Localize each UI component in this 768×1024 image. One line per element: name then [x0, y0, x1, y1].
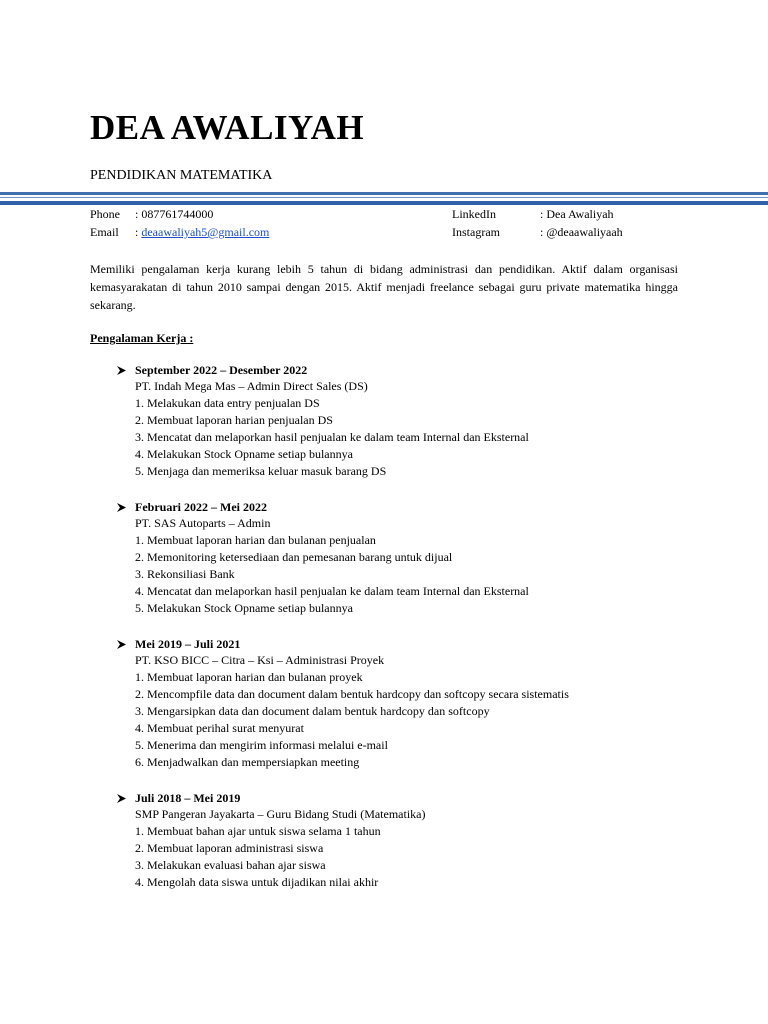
experience-duty: 2. Mencompfile data dan document dalam bentuk hardcopy dan softcopy secara sistematis: [135, 687, 569, 701]
phone-value: : 087761744000: [135, 207, 214, 221]
experience-section-title: Pengalaman Kerja :: [90, 331, 194, 345]
instagram-value: : @deaawaliyaah: [540, 225, 623, 239]
experience-company: PT. KSO BICC – Citra – Ksi – Administrasi Proyek: [135, 653, 385, 667]
experience-duty: 2. Memonitoring ketersediaan dan pemesanan barang untuk dijual: [135, 550, 453, 564]
experience-duty: 1. Membuat laporan harian dan bulanan penjualan: [135, 533, 376, 547]
experience-duty: 4. Mengolah data siswa untuk dijadikan nilai akhir: [135, 875, 379, 889]
email-label: Email: [90, 225, 119, 239]
experience-period: Februari 2022 – Mei 2022: [135, 500, 267, 514]
experience-period: September 2022 – Desember 2022: [135, 363, 308, 377]
experience-duty: 1. Membuat bahan ajar untuk siswa selama 1 tahun: [135, 824, 381, 838]
header-divider-middle: [0, 197, 768, 198]
experience-duty: 6. Menjadwalkan dan mempersiapkan meeting: [135, 755, 360, 769]
email-prefix: :: [135, 225, 142, 239]
experience-company: SMP Pangeran Jayakarta – Guru Bidang Studi (Matematika): [135, 807, 426, 821]
linkedin-row: [452, 206, 712, 222]
instagram-label: Instagram: [452, 225, 500, 239]
experience-company: PT. Indah Mega Mas – Admin Direct Sales (DS): [135, 379, 368, 393]
arrow-bullet-icon: [116, 362, 128, 378]
experience-company: PT. SAS Autoparts – Admin: [135, 516, 271, 530]
experience-duty: 5. Menjaga dan memeriksa keluar masuk barang DS: [135, 464, 387, 478]
profile-summary: Memiliki pengalaman kerja kurang lebih 5 tahun di bidang administrasi dan pendidikan. Aktif dalam organisasi kemasyarakatan di tahun 2010 sampai dengan 2015. Aktif menjadi freelance sebagai guru private matematika hingga sekarang.: [90, 262, 678, 312]
email-value-wrap: [135, 224, 269, 240]
experience-duty: 3. Mencatat dan melaporkan hasil penjualan ke dalam team Internal dan Eksternal: [135, 430, 529, 444]
linkedin-label: LinkedIn: [452, 207, 496, 221]
linkedin-value: : Dea Awaliyah: [540, 207, 614, 221]
experience-duty: 5. Menerima dan mengirim informasi melalui e-mail: [135, 738, 388, 752]
experience-duty: 4. Mencatat dan melaporkan hasil penjualan ke dalam team Internal dan Eksternal: [135, 584, 529, 598]
experience-duty: 1. Melakukan data entry penjualan DS: [135, 396, 320, 410]
experience-duty: 2. Membuat laporan harian penjualan DS: [135, 413, 333, 427]
experience-item-body: [135, 790, 735, 891]
experience-duty: 3. Rekonsiliasi Bank: [135, 567, 235, 581]
experience-period: Juli 2018 – Mei 2019: [135, 791, 241, 805]
experience-item-body: [135, 636, 735, 771]
experience-item-body: [135, 362, 735, 480]
experience-period: Mei 2019 – Juli 2021: [135, 637, 241, 651]
email-row: [90, 224, 390, 240]
experience-duty: 3. Melakukan evaluasi bahan ajar siswa: [135, 858, 326, 872]
experience-duty: 4. Melakukan Stock Opname setiap bulannya: [135, 447, 353, 461]
header-divider-top: [0, 192, 768, 195]
email-link[interactable]: deaawaliyah5@gmail.com: [141, 225, 270, 239]
arrow-bullet-icon: [116, 790, 128, 806]
arrow-bullet-icon: [116, 636, 128, 652]
experience-item-body: [135, 499, 735, 617]
phone-label: Phone: [90, 207, 120, 221]
experience-duty: 1. Membuat laporan harian dan bulanan proyek: [135, 670, 363, 684]
experience-duty: 4. Membuat perihal surat menyurat: [135, 721, 304, 735]
candidate-name: DEA AWALIYAH: [90, 108, 365, 147]
instagram-row: [452, 224, 712, 240]
experience-duty: 5. Melakukan Stock Opname setiap bulannya: [135, 601, 353, 615]
arrow-bullet-icon: [116, 499, 128, 515]
experience-duty: 2. Membuat laporan administrasi siswa: [135, 841, 324, 855]
phone-row: [90, 206, 390, 222]
experience-duty: 3. Mengarsipkan data dan document dalam bentuk hardcopy dan softcopy: [135, 704, 490, 718]
header-divider-bottom: [0, 201, 768, 205]
candidate-subtitle: PENDIDIKAN MATEMATIKA: [90, 168, 273, 183]
